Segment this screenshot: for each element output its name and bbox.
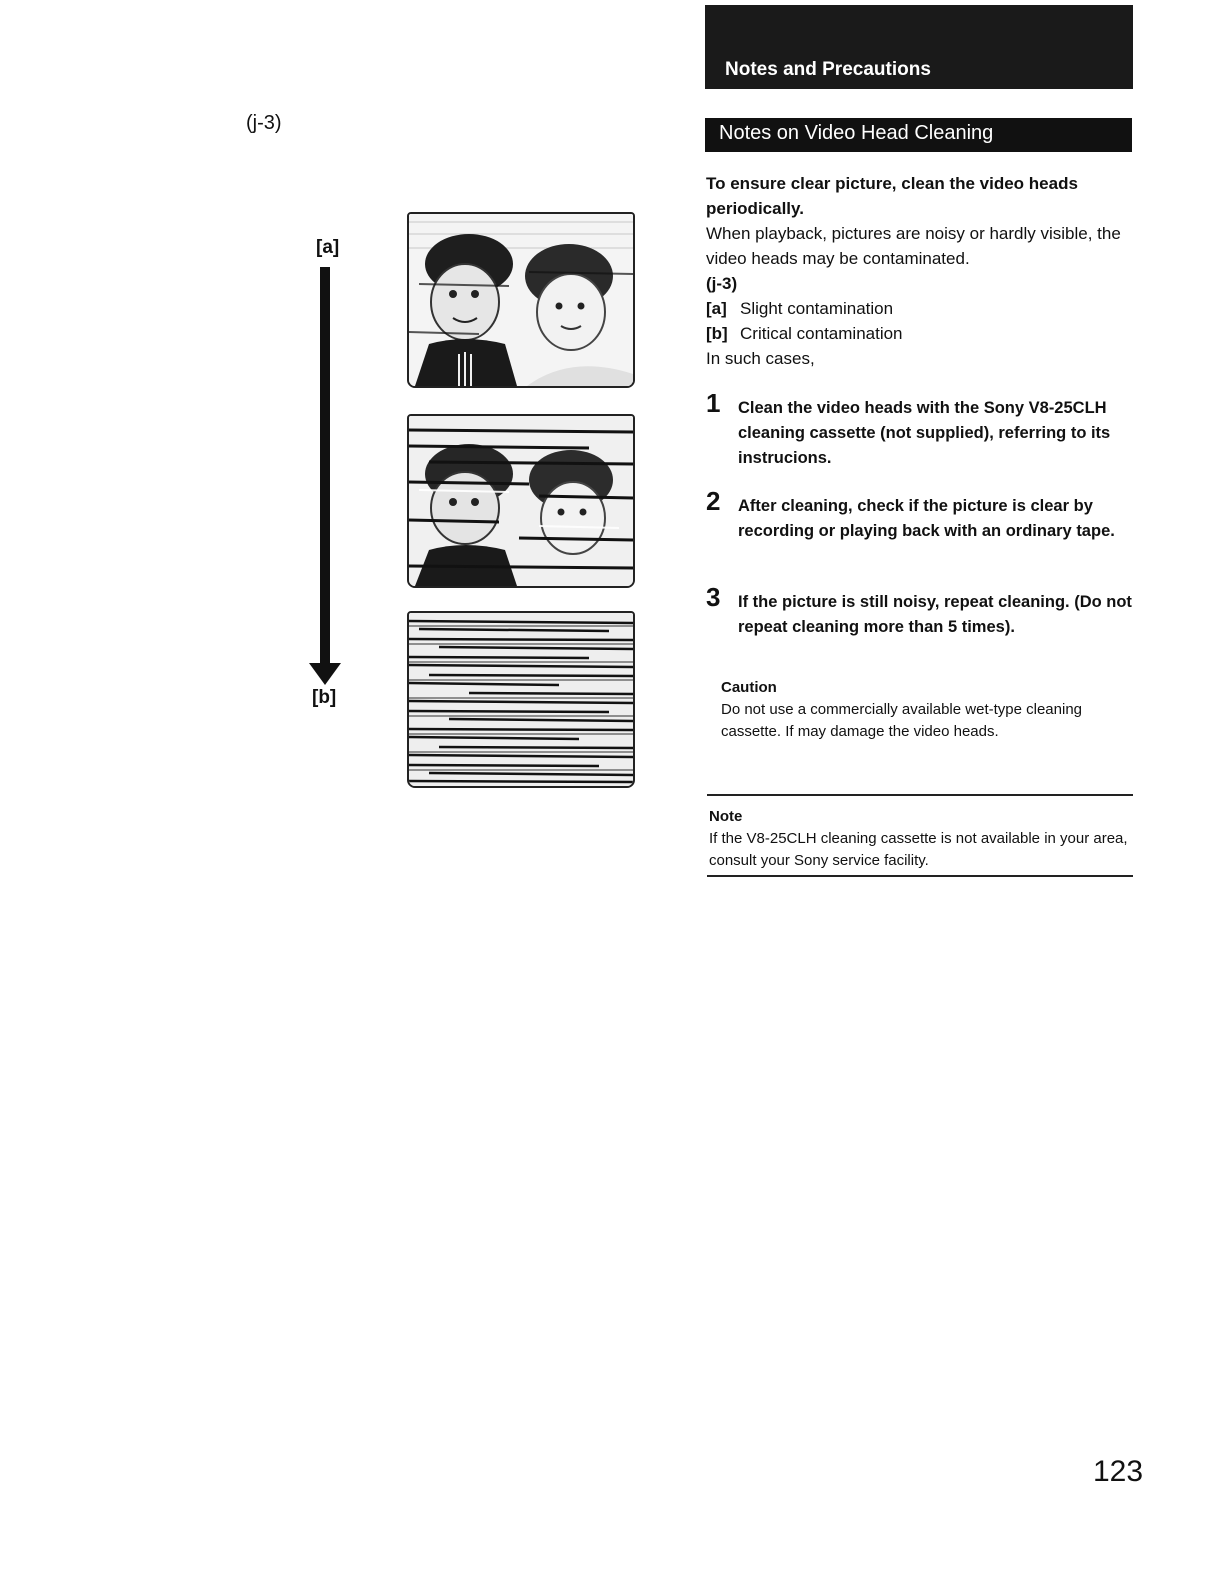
intro-item-a-label: [a]: [706, 299, 727, 318]
note-title: Note: [709, 808, 743, 825]
intro-block: [706, 171, 1136, 371]
screen-moderate-contamination: [407, 414, 635, 588]
step-number: 3: [706, 582, 721, 612]
step-text: Clean the video heads with the Sony V8-25CLH cleaning cassette (not supplied), referring to its instrucions.: [738, 399, 1111, 467]
intro-tail: In such cases,: [706, 349, 815, 368]
step-1: [706, 388, 1136, 471]
screen-slight-contamination: [407, 212, 635, 388]
page-heading: Notes on Video Head Cleaning: [719, 122, 994, 144]
section-banner: [705, 5, 1133, 89]
intro-lead: To ensure clear picture, clean the video heads periodically.: [706, 174, 1078, 218]
noise-pattern-image: [409, 613, 633, 786]
intro-item-a: [706, 296, 1136, 321]
children-portrait-noisy-image: [409, 416, 633, 586]
note-text: If the V8-25CLH cleaning cassette is not available in your area, consult your Sony service facility.: [709, 830, 1128, 869]
intro-item-b-text: Critical contamination: [740, 324, 903, 343]
arrow-shaft: [320, 267, 330, 665]
intro-item-b: [706, 321, 1136, 346]
page-number: 123: [1093, 1455, 1144, 1488]
figure-label-a: [a]: [316, 237, 340, 258]
step-number: 2: [706, 486, 721, 516]
caution-text: Do not use a commercially available wet-type cleaning cassette. If may damage the video heads.: [721, 701, 1083, 740]
heading-bar: [705, 118, 1132, 152]
intro-body: When playback, pictures are noisy or hardly visible, the video heads may be contaminated.: [706, 224, 1121, 268]
caution-title: Caution: [721, 679, 777, 696]
step-3: [706, 582, 1136, 640]
intro-item-a-text: Slight contamination: [740, 299, 894, 318]
note-bottom-divider: [707, 875, 1133, 877]
screen-critical-contamination: [407, 611, 635, 788]
children-portrait-image: [409, 214, 633, 386]
intro-item-b-label: [b]: [706, 324, 728, 343]
step-text: If the picture is still noisy, repeat cleaning. (Do not repeat cleaning more than 5 times).: [738, 593, 1132, 636]
intro-figure-ref: (j-3): [706, 274, 738, 293]
note-block: [709, 806, 1139, 872]
figure-label-b: [b]: [312, 687, 337, 708]
step-number: 1: [706, 388, 721, 418]
section-banner-title: Notes and Precautions: [725, 59, 931, 80]
caution-block: [721, 677, 1121, 743]
step-text: After cleaning, check if the picture is clear by recording or playing back with an ordinary tape.: [738, 497, 1115, 540]
step-2: [706, 486, 1136, 544]
note-top-divider: [707, 794, 1133, 796]
figure-label: (j-3): [246, 112, 282, 134]
arrow-down-icon: [309, 663, 341, 685]
